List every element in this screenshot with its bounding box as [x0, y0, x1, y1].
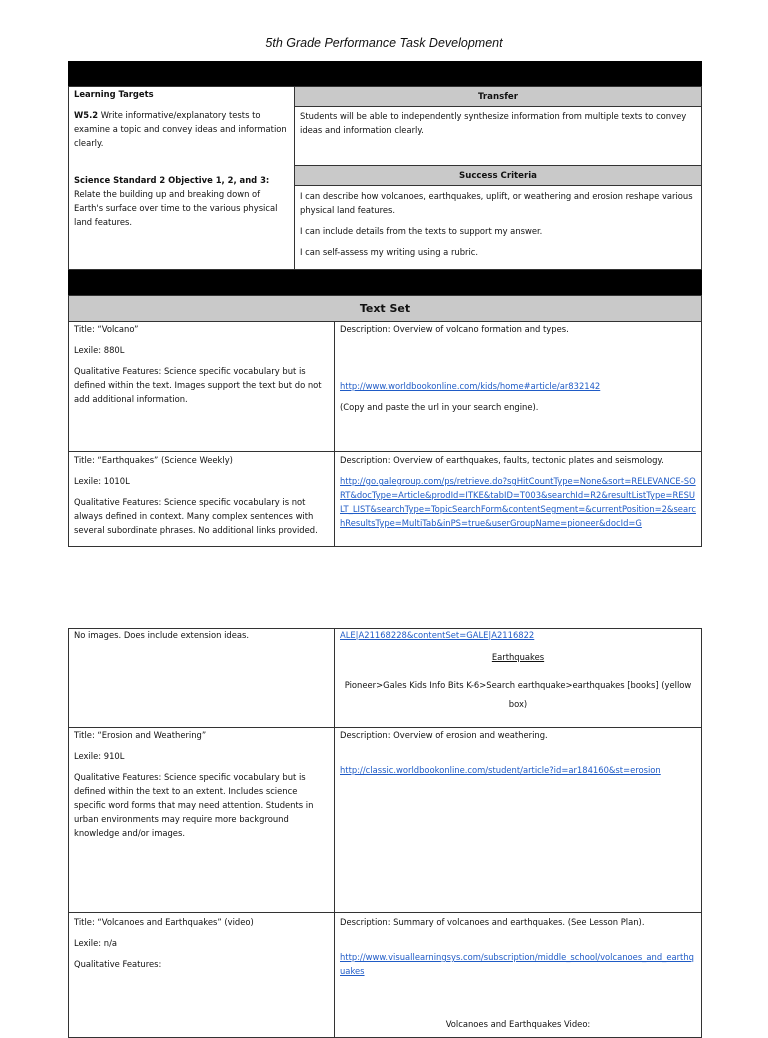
earthquakes-right-continued: [340, 628, 696, 721]
earthquakes-left-cell: [74, 453, 330, 544]
earthquakes-left-continued: [74, 628, 330, 649]
earthquakes-qualitative: Qualitative Features: Science specific vocabulary is not always defined in context. Many complex sentences with several subordinate phrases. No additional links provided.: [74, 497, 318, 535]
erosion-title: Title: “Erosion and Weathering”: [74, 730, 207, 740]
video-qualitative: Qualitative Features:: [74, 959, 162, 969]
earthquakes-title: Title: “Earthquakes” (Science Weekly): [74, 455, 233, 465]
row-divider: [68, 451, 702, 452]
video-description: Description: Summary of volcanoes and earthquakes. (See Lesson Plan).: [340, 917, 645, 927]
video-right-cell: [340, 915, 696, 985]
volcano-lexile: Lexile: 880L: [74, 345, 125, 355]
column-divider: [334, 628, 335, 1038]
success-criteria-list: [300, 189, 696, 266]
earthquakes-link[interactable]: http://go.galegroup.com/ps/retrieve.do?sgHitCountType=None&sort=RELEVANCE-SORT&docType=Article&prodId=ITKE&tabID=T003&searchId=R2&resultListType=RESULT_LIST&searchType=TopicSearchForm&contentSegment=&currentPosition=2&searchResultsType=MultiTab&inPS=true&userGroupName=pioneer&docId=G: [340, 476, 696, 528]
text-set-header: Text Set: [69, 296, 701, 322]
erosion-right-cell: [340, 728, 696, 784]
volcano-link[interactable]: http://www.worldbookonline.com/kids/home#article/ar832142: [340, 381, 601, 391]
earthquakes-path: Pioneer>Gales Kids Info Bits K-6>Search earthquake>earthquakes [books] (yellow box): [344, 680, 692, 709]
erosion-left-cell: [74, 728, 330, 847]
volcano-qualitative: Qualitative Features: Science specific vocabulary but is defined within the text. Images support the text but do not add additional information.: [74, 366, 322, 404]
column-divider: [334, 322, 335, 547]
section-bar: [68, 270, 702, 295]
header-bar: [68, 61, 702, 86]
earthquakes-right-cell: [340, 453, 696, 551]
learning-targets-cell: [74, 87, 288, 236]
success-item: I can self-assess my writing using a rubric.: [300, 247, 479, 257]
transfer-text: Students will be able to independently synthesize information from multiple texts to convey ideas and information clearly.: [300, 111, 687, 135]
erosion-link[interactable]: http://classic.worldbookonline.com/student/article?id=ar184160&st=erosion: [340, 765, 661, 775]
success-item: I can describe how volcanoes, earthquakes, uplift, or weathering and erosion reshape various physical land features.: [300, 191, 693, 215]
earthquakes-qualitative-continued: No images. Does include extension ideas.: [74, 630, 250, 640]
volcano-description: Description: Overview of volcano formation and types.: [340, 324, 569, 334]
earthquakes-lexile: Lexile: 1010L: [74, 476, 130, 486]
video-cut-label: Volcanoes and Earthquakes Video:: [445, 1019, 591, 1029]
volcano-note: (Copy and paste the url in your search engine).: [340, 402, 539, 412]
success-criteria-header: Success Criteria: [295, 166, 701, 186]
success-item: I can include details from the texts to support my answer.: [300, 226, 543, 236]
transfer-header: Transfer: [295, 87, 701, 107]
video-lexile: Lexile: n/a: [74, 938, 118, 948]
volcano-right-cell: [340, 322, 696, 421]
volcano-title: Title: “Volcano”: [74, 324, 139, 334]
row-divider: [68, 912, 702, 913]
standard-science: Science Standard 2 Objective 1, 2, and 3: Relate the building up and breaking down of Earth's surface over time to the various physical land features.: [74, 175, 278, 227]
video-title: Title: “Volcanoes and Earthquakes” (video): [74, 917, 254, 927]
video-link[interactable]: http://www.visuallearningsys.com/subscription/middle_school/volcanoes_and_earthquakes: [340, 952, 694, 976]
volcano-left-cell: [74, 322, 330, 413]
document-title: 5th Grade Performance Task Development: [265, 36, 503, 50]
video-left-cell: [74, 915, 330, 978]
erosion-lexile: Lexile: 910L: [74, 751, 125, 761]
erosion-description: Description: Overview of erosion and weathering.: [340, 730, 548, 740]
earthquakes-label[interactable]: Earthquakes: [491, 652, 545, 662]
earthquakes-link-continued[interactable]: ALE|A21168228&contentSet=GALE|A2116822: [340, 630, 535, 640]
learning-targets-label: Learning Targets: [74, 89, 154, 99]
earthquakes-description: Description: Overview of earthquakes, faults, tectonic plates and seismology.: [340, 455, 664, 465]
erosion-qualitative: Qualitative Features: Science specific vocabulary but is defined within the text to an extent. Includes science specific word forms that may need attention. Students in urban environments may require more background knowledge and/or images.: [74, 772, 314, 838]
standard-w52: W5.2 Write informative/explanatory tests to examine a topic and convey ideas and information clearly.: [74, 110, 287, 148]
